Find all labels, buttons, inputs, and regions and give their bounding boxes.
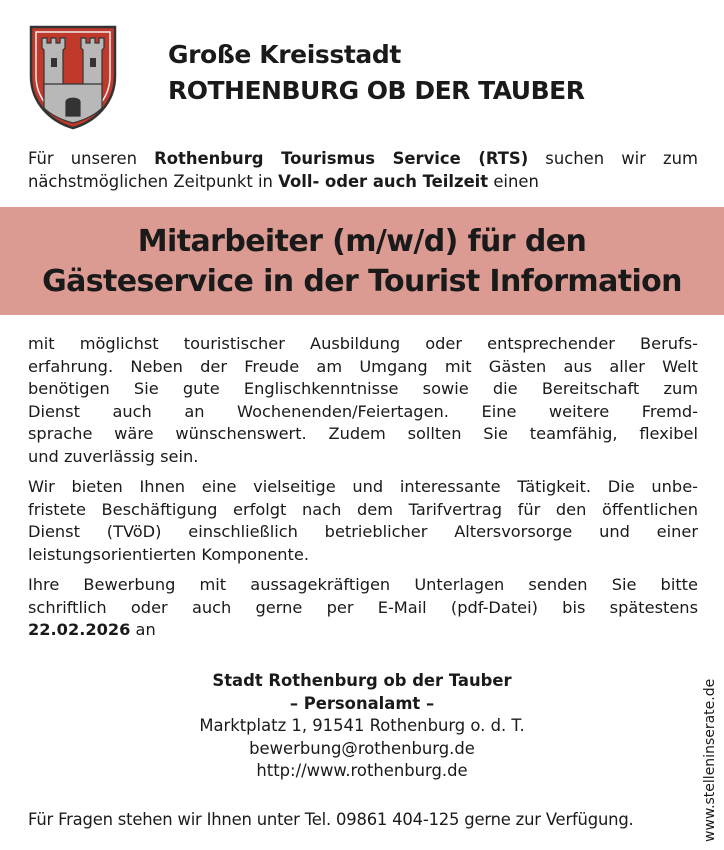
footer-contact-note: Für Fragen stehen wir Ihnen unter Tel. 09861 404-125 gerne zur Verfügung. — [28, 810, 634, 829]
address-street: Marktplatz 1, 91541 Rothenburg o. d. T. — [199, 716, 525, 735]
crest-tower-right — [81, 38, 104, 90]
address-email-link[interactable]: bewerbung@rothenburg.de — [249, 738, 475, 758]
header-city-name: ROTHENBURG OB DER TAUBER — [168, 76, 585, 105]
requirements-line: erfahrung. Neben der Freude am Umgang mit Gästen aus aller Welt — [28, 356, 698, 376]
job-title-line-1: Mitarbeiter (m/w/d) für den — [137, 224, 587, 259]
address-website-link[interactable]: http://www.rothenburg.de — [256, 761, 468, 780]
requirements-line: Dienst auch an Wochenenden/Feiertagen. Eine weitere Fremd- — [28, 401, 698, 421]
intro-text — [28, 148, 698, 193]
offer-line: leistungsorientierten Komponente. — [28, 544, 309, 564]
requirements-line: mit möglichst touristischer Ausbildung oder entsprechender Berufs- — [28, 334, 698, 353]
intro-line-1: Für unseren Rothenburg Tourismus Service (RTS) suchen wir zum — [28, 149, 698, 168]
offer-line: Wir bieten Ihnen eine vielseitige und interessante Tätigkeit. Die unbe- — [28, 477, 698, 496]
address-department: – Personalamt – — [289, 693, 435, 713]
intro-service-name: Rothenburg Tourismus Service (RTS) — [154, 149, 529, 168]
offer-line: fristete Beschäftigung erfolgt nach dem Tarifvertrag für den öffentlichen — [28, 499, 698, 519]
application-line: schriftlich oder auch gerne per E-Mail (pdf-Datei) bis spätestens — [28, 597, 698, 617]
requirements-line: benötigen Sie gute Englischkenntnisse sowie die Bereitschaft zum — [28, 379, 698, 398]
offer-line: Dienst (TVöD) einschließlich betrieblicher Altersvorsorge und einer — [28, 522, 698, 541]
publisher-side-text: www.stelleninserate.de — [702, 678, 718, 842]
contact-address — [0, 670, 724, 783]
job-description — [28, 333, 698, 642]
intro-employment-mode: Voll- oder auch Teilzeit — [278, 171, 489, 191]
city-crest-logo — [28, 24, 118, 130]
application-deadline-line: 22.02.2026 an — [28, 620, 156, 639]
application-line: Ihre Bewerbung mit aussagekräftigen Unterlagen senden Sie bitte — [28, 575, 698, 594]
requirements-line: sprache wäre wünschenswert. Zudem sollten Sie teamfähig, flexibel — [28, 424, 698, 443]
address-organization: Stadt Rothenburg ob der Tauber — [212, 671, 512, 690]
header-subtitle: Große Kreisstadt — [168, 40, 401, 69]
crest-tower-left — [42, 38, 65, 90]
intro-line-2: nächstmöglichen Zeitpunkt in Voll- oder auch Teilzeit einen — [28, 171, 539, 191]
application-deadline: 22.02.2026 — [28, 620, 131, 639]
requirements-line: und zuverlässig sein. — [28, 446, 199, 466]
job-title-line-2: Gästeservice in der Tourist Information — [42, 264, 682, 299]
